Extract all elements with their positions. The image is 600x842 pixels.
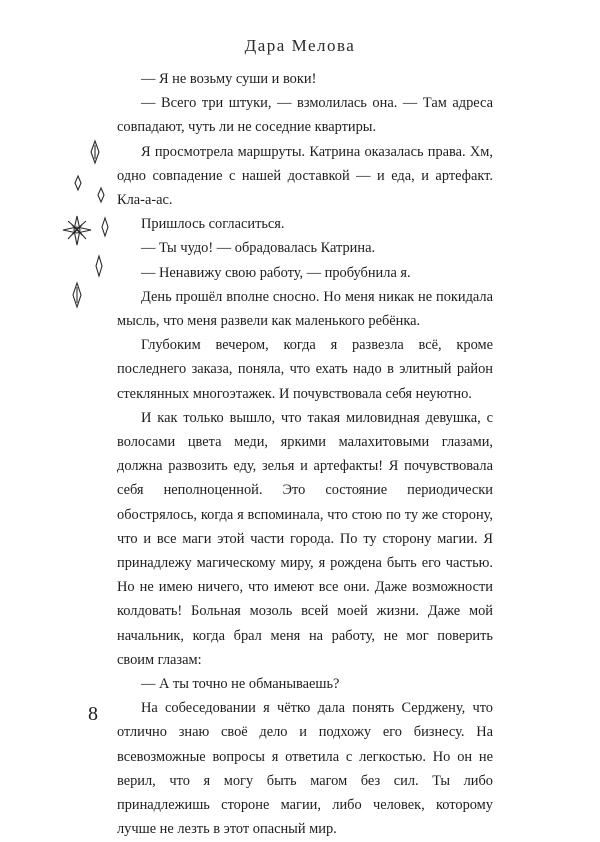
diamond-icon [102,218,108,236]
paragraph: Глубоким вечером, когда я развезла всё, кроме последнего заказа, поняла, что ехать надо в элитный район стеклянных многоэтажек. И почувствовала себя неуютно. [117,337,493,402]
diamond-icon [98,188,104,202]
paragraph: На собеседовании я чётко дала понять Серджену, что отлично знаю своё дело и подхожу его бизнесу. На всевозможные вопросы я ответила с легкостью. Но он не верил, что я могу быть магом без сил. Ты либо принадлежишь стороне магии, либо человек, которому лучше не лезть в этот опасный мир. [117,700,493,838]
paragraph: Я просмотрела маршруты. Катрина оказалась права. Хм, одно совпадение с нашей доставкой — и еда, и артефакт. Кла-а-ас. [117,143,493,209]
body-text [117,67,493,842]
diamond-icon [73,283,81,307]
paragraph: День прошёл вполне сносно. Но меня никак не покидала мысль, что меня развели как маленького ребёнка. [117,288,493,330]
paragraph: Пришлось согласиться. [141,216,285,233]
paragraph: — Я не возьму суши и воки! [141,71,317,87]
running-header: Дара Мелова [244,36,356,55]
paragraph: — Всего три штуки, — взмолилась она. — Там адреса совпадают, чуть ли не соседние квартиры. [117,95,493,136]
star-icon [63,216,91,245]
paragraph: — Ты чудо! — обрадовалась Катрина. [141,240,376,257]
diamond-icon [91,141,99,163]
paragraph: — Ненавижу свою работу, — пробубнила я. [141,264,411,281]
diamond-icon [96,256,102,276]
paragraph: И как только вышло, что такая миловидная девушка, с волосами цвета меди, яркими малахитовыми глазами, должна развозить еду, зелья и артефакты! Я почувствовала себя неполноценной. Это состояние периодически обострялось, когда я вспоминала, что стою по ту же сторону, что и все маги этой части города. По ту сторону магии. Я принадлежу магическому миру, я рождена быть его частью. Но не имею ничего, что имеют все они. Даже возможности колдовать! Больная мозоль всей моей жизни. Даже мой начальник, когда брал меня на работу, не мог поверить своим глазам: [117,409,493,668]
diamond-icon [75,176,81,190]
paragraph: — А ты точно не обманываешь? [141,676,340,693]
page-number: 8 [88,703,98,725]
